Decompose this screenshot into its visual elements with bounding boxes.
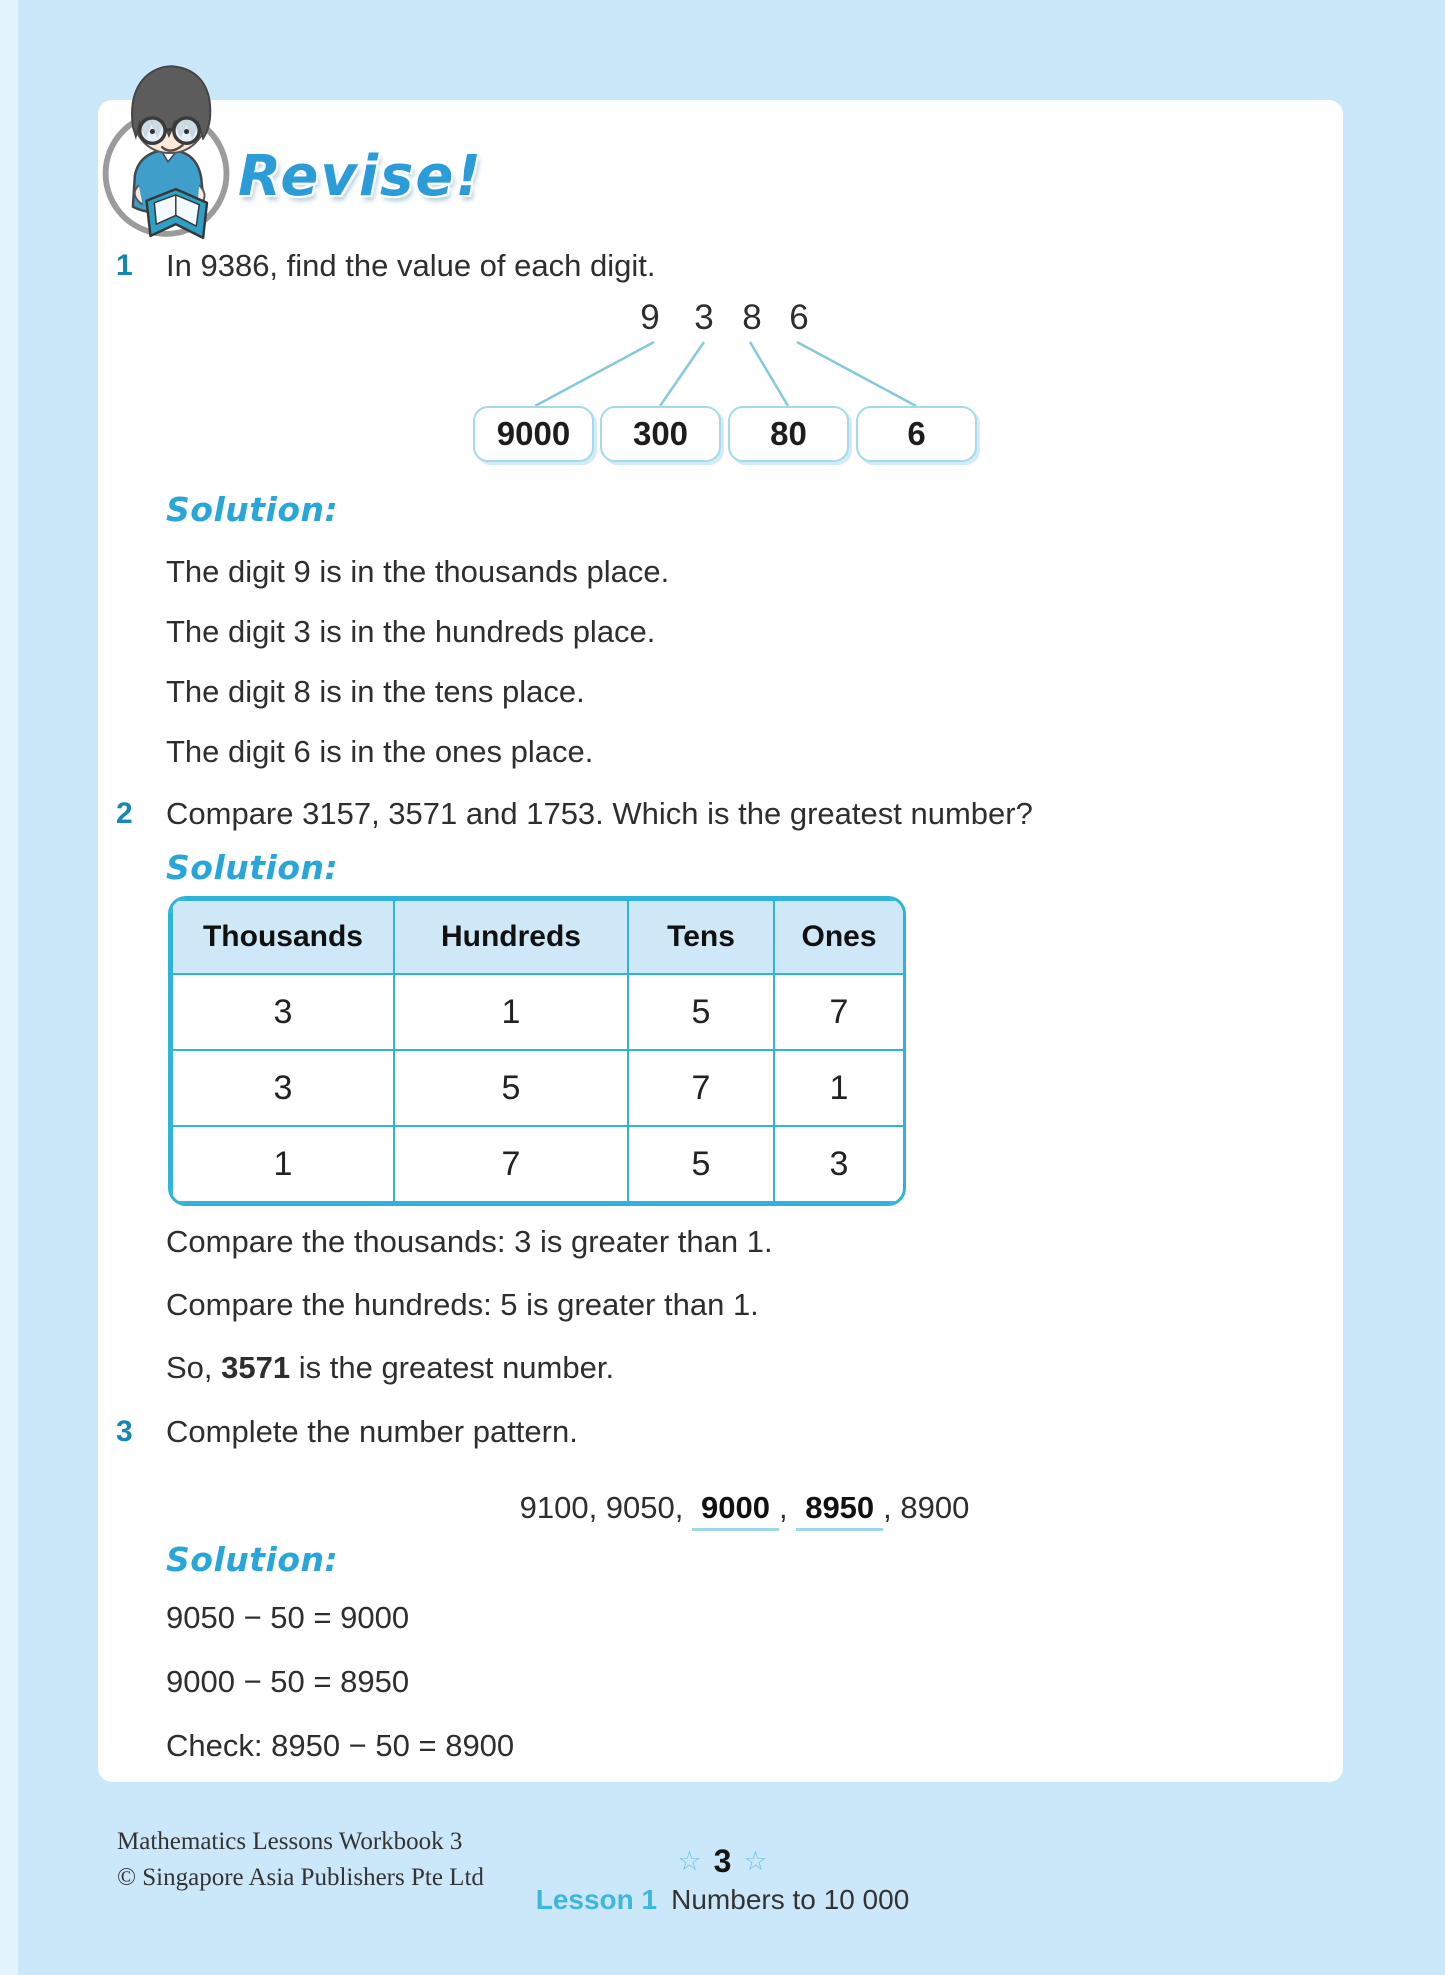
table-header-tens: Tens: [628, 900, 774, 974]
table-header-thousands: Thousands: [172, 900, 394, 974]
table-cell: 7: [774, 974, 904, 1050]
footer-workbook-title: Mathematics Lessons Workbook 3: [117, 1828, 463, 1855]
conclusion-prefix: So,: [166, 1350, 222, 1385]
problem-3-row: [116, 1412, 578, 1452]
page-number: 3: [713, 1843, 732, 1879]
digit-hundreds: 3: [694, 298, 714, 337]
pattern-separator: ,: [778, 1490, 797, 1525]
table-header-hundreds: Hundreds: [394, 900, 628, 974]
problem-1-question: In 9386, find the value of each digit.: [166, 248, 656, 283]
table-cell: 3: [172, 974, 394, 1050]
table-cell: 1: [774, 1050, 904, 1126]
workbook-page-card: [98, 100, 1343, 1782]
conclusion-answer: 3571: [221, 1350, 291, 1385]
solution-1-lines: [166, 542, 669, 782]
pattern-suffix: , 8900: [883, 1490, 970, 1525]
lesson-label: Lesson 1: [535, 1884, 658, 1915]
table-row: [172, 1050, 904, 1126]
solution-2-label: Solution:: [166, 848, 339, 887]
table-cell: 5: [628, 974, 774, 1050]
place-value-table: [168, 896, 906, 1206]
solution-step: Check: 8950 − 50 = 8900: [166, 1728, 515, 1763]
value-box-tens: 80: [728, 406, 849, 462]
table-cell: 1: [172, 1126, 394, 1202]
table-cell: 5: [628, 1126, 774, 1202]
solution-3-label: Solution:: [166, 1540, 339, 1579]
revise-logo: Revise!: [238, 144, 483, 209]
problem-2-question: Compare 3157, 3571 and 1753. Which is the greatest number?: [166, 796, 1033, 831]
problem-2-row: [116, 794, 1033, 834]
problem-1-row: [116, 246, 655, 286]
value-box-hundreds: 300: [600, 406, 721, 462]
problem-2-number: 2: [116, 797, 133, 830]
solution-3-steps: [166, 1586, 514, 1778]
comparison-explanation: [166, 1210, 773, 1399]
star-icon: ☆: [743, 1846, 768, 1876]
problem-3-question: Complete the number pattern.: [166, 1414, 578, 1449]
problem-3-number: 3: [116, 1415, 133, 1448]
digit-ones: 6: [789, 298, 809, 337]
solution-step: 9050 − 50 = 9000: [166, 1600, 410, 1635]
conclusion-suffix: is the greatest number.: [290, 1350, 615, 1385]
table-header-ones: Ones: [774, 900, 904, 974]
table-cell: 7: [628, 1050, 774, 1126]
place-value-diagram: [98, 296, 1343, 468]
table-cell: 7: [394, 1126, 628, 1202]
table-row: [172, 1126, 904, 1202]
table-cell: 3: [774, 1126, 904, 1202]
table-cell: 1: [394, 974, 628, 1050]
solution-line: The digit 3 is in the hundreds place.: [166, 614, 656, 649]
footer-copyright: © Singapore Asia Publishers Pte Ltd: [117, 1864, 484, 1891]
number-pattern-line: [98, 1490, 1343, 1526]
boy-reading-illustration: [90, 56, 246, 252]
value-box-thousands: 9000: [473, 406, 594, 462]
page-number-line: [0, 1843, 1445, 1880]
conclusion-line: [166, 1336, 773, 1399]
pattern-answer-1: 9000: [692, 1490, 779, 1531]
table-row: [172, 974, 904, 1050]
pattern-prefix: 9100, 9050,: [519, 1490, 692, 1525]
table-header-row: [172, 900, 904, 974]
solution-step: 9000 − 50 = 8950: [166, 1664, 410, 1699]
solution-1-label: Solution:: [166, 490, 339, 529]
digit-thousands: 9: [640, 298, 660, 337]
lesson-title: Numbers to 10 000: [671, 1884, 910, 1915]
table-cell: 5: [394, 1050, 628, 1126]
lesson-line: [0, 1884, 1445, 1916]
table-cell: 3: [172, 1050, 394, 1126]
solution-line: The digit 9 is in the thousands place.: [166, 554, 670, 589]
value-box-ones: 6: [856, 406, 977, 462]
page-edge-strip: [0, 0, 18, 1975]
explanation-line: Compare the thousands: 3 is greater than 1.: [166, 1224, 773, 1259]
pattern-answer-2: 8950: [796, 1490, 883, 1531]
digit-tens: 8: [742, 298, 762, 337]
solution-line: The digit 8 is in the tens place.: [166, 674, 585, 709]
star-icon: ☆: [677, 1846, 702, 1876]
problem-1-number: 1: [116, 249, 133, 282]
solution-line: The digit 6 is in the ones place.: [166, 734, 594, 769]
explanation-line: Compare the hundreds: 5 is greater than 1.: [166, 1287, 759, 1322]
